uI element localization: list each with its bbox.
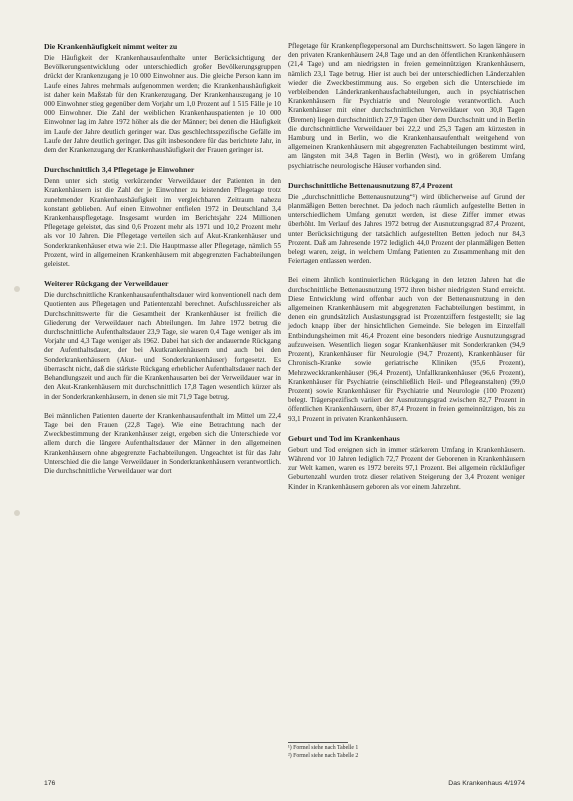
binder-hole-mark: [14, 510, 20, 516]
binder-hole-mark: [14, 286, 20, 292]
paragraph: Die „durchschnittliche Bettenausnutzung“¹) wird üblicherweise auf Grund der planmäßigen Betten berechnet. Da jedoch nach räumlich aufgestellte Betten in unterschiedlichem Umfang genutzt werden, ist diese Ziffer immer etwas überhöht. Im Verlauf des Jahres 1972 betrug der Ausnutzungsgrad 87,4 Prozent, unter Berücksichtigung der tatsächlich aufgestellten Betten jedoch nur 84,3 Prozent. Daß am Jahresende 1972 lediglich 44,0 Prozent der planmäßigen Betten belegt waren, zeigt, in welchem Umfang Patienten zu Zusammenhang mit den Feiertagen entlassen werden.: [288, 192, 525, 266]
footnote: ¹) Formel siehe nach Tabelle 1: [288, 745, 359, 751]
section-heading: Durchschnittliche Bettenausnutzung 87,4 Prozent: [288, 180, 453, 190]
paragraph: Pflegetage für Krankenpflegepersonal am Durchschnittswert. So lagen längere in den privaten Krankenhäusern 24,8 Tage und an den öffentlichen Krankenhäusern (21,4 Tage) und am niedrigsten in freien gemeinnützigen Krankenhäusern, nämlich 23,1 Tage betrug. Hier ist auch bei der unterschiedlichen Länderzahlen wieder die Zweckbestimmung aus. So ergeben sich die Unterschiede im verbleibenden Länderkrankenhausfachabteilungen, auch in psychiatrischen Krankenhäusern für Psychiatrie und Neurologie verantwortlich. Auch Krankenhäuser mit einer durchschnittlichen Verweildauer von 30,8 Tagen (Bremen) liegen durchschnittlich 27,9 Tagen über dem Durchschnitt und in Berlin die durchschnittliche Verweildauer bei 22,2 und 25,3 Tagen am kürzesten in Hamburg und in Berlin, wo die Krankenhausaufenthalt weitgehend von allgemeinen Krankenhäusern mit abgegrenzten Fachabteilungen bestimmt wird, am längsten mit 34,8 Tagen in Berlin (West), wo in größerem Umfang psychiatrische neurologische Häuser vorhanden sind.: [288, 42, 525, 170]
section-heading: Weiterer Rückgang der Verweildauer: [44, 279, 169, 289]
section-heading: Geburt und Tod im Krankenhaus: [288, 433, 400, 443]
journal-folio: Das Krankenhaus 4/1974: [448, 780, 525, 787]
left-column: [44, 42, 281, 486]
footnote-rule: [288, 742, 348, 743]
section-heading: Durchschnittlich 3,4 Pflegetage je Einwohner: [44, 165, 195, 175]
paragraph: Geburt und Tod ereignen sich in immer stärkerem Umfang in Krankenhäusern. Während vor 10 Jahren lediglich 72,7 Prozent der Geborenen in Krankenhäusern zur Welt kamen, waren es 1972 bereits 97,1 Prozent. Bei allgemein rückläufiger Geburtenzahl wurden trotz dieser relativen Steigerung der 3,4 Prozent weniger Kinder in Krankenhäusern geboren als vor einem Jahrzehnt.: [288, 445, 525, 491]
footnotes: [288, 742, 525, 760]
paragraph: Denn unter sich stetig verkürzender Verweildauer der Patienten in den Krankenhäusern ist die Zahl der je Einwohner zu leistenden Pflegetage trotz zunehmender Krankenhaushäufigkeit im vergleichbaren Zeitraum nahezu konstant geblieben. Auf einen Einwohner entfielen 1972 in Deutschland 3,4 Krankenhauspflegetage. Insgesamt wurden im Berichtsjahr 224 Millionen Pflegetage geleistet, das sind 0,6 Prozent mehr als 1971 und 10,2 Prozent mehr als vor 10 Jahren. Die Pflegetage verteilen sich auf Akut-Krankenhäuser und Sonderkrankenhäuser etwa wie 2:1. Die Hauptmasse aller Pflegetage, nämlich 55 Prozent, wird in allgemeinen Krankenhäusern mit abgegrenzten Fachabteilungen geleistet.: [44, 177, 281, 269]
paragraph: Bei männlichen Patienten dauerte der Krankenhausaufenthalt im Mittel um 22,4 Tage bei den Frauen (22,8 Tage). Wie eine Betrachtung nach der Zweckbestimmung der Krankenhäuser zeigt, ergeben sich die Unterschiede vor allem durch die längere Aufenthaltsdauer der Männer in den allgemeinen Krankenhäusern ohne abgegrenzte Fachabteilungen. Ungeachtet ist für das Jahr Unterschied die die lange Verweildauer in Sonderkrankenhäusern verantwortlich. Die durchschnittliche Verweildauer war dort: [44, 411, 281, 475]
paragraph: Bei einem ähnlich kontinuierlichen Rückgang in den letzten Jahren hat die durchschnittliche Bettenausnutzung 1972 ihren bisher niedrigsten Stand erreicht. Diese Entwicklung wird offenbar auch von der Bettenausnutzung in den allgemeinen Krankenhäusern mit abgegrenzten Fachabteilungen bestimmt, in denen ein grundsätzlich Auslastungsgrad ist Prozentziffern festgestellt; sie lag jedoch knapp über der hinsichtlichen Gemeinde. Sie belegen im Einzelfall Entbindungsheimen mit 46,4 Prozent eine besonders niedrige Ausnutzungsgrad aufzuweisen. Wesentlich liegen sogar Krankenhäuser mit Sonderkranken (94,9 Prozent), Krankenhäuser für Neurologie (94,7 Prozent), Krankenhäuser für Chronisch-Kranke sowie geriatrische Kliniken (95,6 Prozent), Mehrzweckkrankenhäuser (96,4 Prozent), Unfallkrankenhäuser (96,6 Prozent), Krankenhäuser für Psychiatrie (einschließlich Heil- und Pflegeanstalten) (99,0 Prozent) sowie Krankenhäuser für Psychiatrie und Neurologie (100 Prozent) belegt. Trägerspezifisch variiert der Ausnutzungsgrad zwischen 82,7 Prozent in öffentlichen Krankenhäusern, über 87,4 Prozent in freien gemeinnützigen, bis zu 93,1 Prozent in privaten Krankenhäusern.: [288, 276, 525, 423]
page-number: 176: [44, 780, 56, 787]
footnote: ²) Formel siehe nach Tabelle 2: [288, 752, 359, 759]
right-column: [288, 42, 525, 502]
paragraph: Die durchschnittliche Krankenhausaufenthaltsdauer wird konventionell nach dem Quotienten aus Pflegetagen und Patientenzahl berechnet. Aufschlussreicher als Durchschnittswerte für die Gesamtheit der Krankenhäuser ist freilich die Gliederung der Verweildauer nach Abteilungen. Im Jahre 1972 betrug die durchschnittliche Aufenthaltsdauer 23,9 Tage, sie waren 0,4 Tage weniger als im Vorjahr und 4,3 Tage weniger als 1962. Dabei hat sich der andauernde Rückgang der Aufenthaltsdauer, der bei Akutkrankenhäusern und auch bei den Sonderkrankenhäusern (Akut- und Sonderkrankenhäuser) fortgesetzt. Es überrascht nicht, daß die stärkste Rückgang erheblicher Aufenthaltsdauer nach der Behandlungszeit und auch für die Krankenhausarten bei der Verweildauer war in den Akut-Krankenhäusern mit durchschnittlich 17,8 Tagen wesentlich kürzer als in der Sonderkrankenhäusern, in denen sie mit 71,9 Tage betrug.: [44, 291, 281, 401]
paragraph: Die Häufigkeit der Krankenhausaufenthalte unter Berücksichtigung der Bevölkerungsentwicklung oder unterschiedlich großer Bevölkerungsgruppen drückt der Krankenzugang je 10 000 Einwohner aus. Die gleiche Person kann im Laufe eines Jahres mehrmals aufgenommen werden; die Krankenhaushäufigkeit ist daher kein Maßstab für den Krankenzugang. Der Krankenhauszugang je 10 000 Einwohner stieg gegenüber dem Vorjahr um 1,0 Prozent auf 1 515 Fälle je 10 000 Einwohner. Die Zahl der weiblichen Krankenhauspatienten je 10 000 Einwohner lag im Jahre 1972 höher als die der Männer; bei denen die Häufigkeit im Laufe der Jahre deutlich geringer war. Das geschlechtsspezifische Gefälle im Laufe der Jahre deutlich geringer. Das gilt insbesondere für das berichtete Jahr, in dem der Krankenzugang der Krankenhaushäufigkeit der Frauen geringer ist.: [44, 54, 281, 155]
section-heading: Die Krankenhäufigkeit nimmt weiter zu: [44, 42, 178, 51]
